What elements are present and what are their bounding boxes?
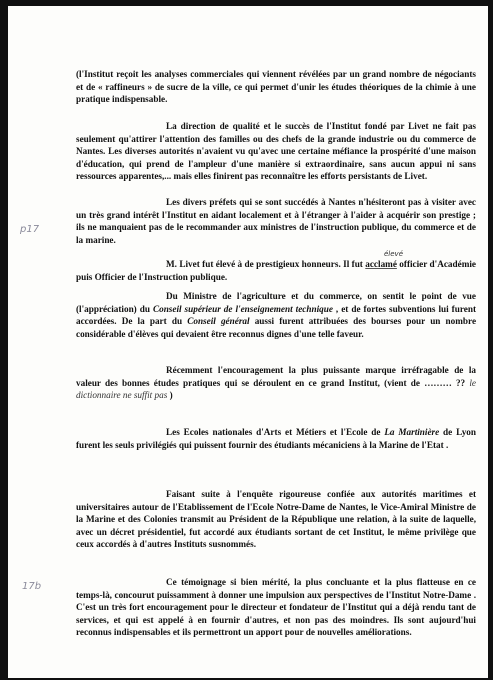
paragraph-8: Faisant suite à l'enquête rigoureuse confiée aux autorités maritimes et universitaires autour de l'Etablissement de l'Ecole Notre-Dame de Nantes, le Vice-Amiral Ministre de la Marine et des Colonies transmit au Président de la République une relation, à la suite de laquelle, avec un décret présidentiel, fut accordé aux étudiants sortant de cet Institut, le même privilège que ceux accordés à d'autres Instituts susnommés. (76, 489, 476, 550)
handwritten-correction: acclamé (365, 259, 397, 269)
paragraph-3: Les divers préfets qui se sont succédés à Nantes n'hésiteront pas à visiter avec un très grand intérêt l'Institut en aidant localement et à l'étranger à l'aider à acquérir son prestige ; ils ne manquaient pas de le recommander aux ministres de l'instruction publique, du commerce et de la marine. (76, 197, 476, 245)
paragraph-2: La direction de qualité et le succès de l'Institut fondé par Livet ne fait pas seulement qu'attirer l'attention des familles ou des chefs de la grande industrie ou du commerce de Nantes. Les diverses autorités n'avaient vu qu'avec une certaine méfiance la prospérité d'une maison d'éducation, qui prend de l'ampleur d'une manière si extraordinaire, sans aucun appui ni sans ressources apparentes,... mais elles finirent pas reconnaître les efforts persistants de Livet. (76, 121, 476, 182)
paragraph-4: M. Livet fut élevé à de prestigieux honneurs. Il fut acclamé officier d'Académie puis Officier de l'Instruction publique. (76, 259, 477, 282)
paragraph-6: Récemment l'encouragement la plus puissante marque irréfragable de la valeur des bonnes études pratiques qui se déroulent en ce grand Institut, (vient de ……… ?? le dictionnaire ne suffit pas ) (76, 365, 476, 401)
paragraph-9: Ce témoignage si bien mérité, la plus concluante et la plus flatteuse en ce temps-là, concourut puissamment à donner une impulsion aux perspectives de l'Institut Notre-Dame . C'est un très fort encouragement pour le directeur et fondateur de l'Institut qui a déjà rendu tant de services, et qui est appelé à en fournir d'autres, et non pas des moindres. Ils sont aujourd'hui reconnus indispensables et ils permettront un apport pour de nouvelles améliorations. (76, 577, 476, 638)
inline-editor-note: le dictionnaire ne suffit pas (76, 377, 476, 401)
paragraph-5: Du Ministre de l'agriculture et du commerce, on sentit le point de vue (l'appréciation) du Conseil supérieur de l'enseignement technique , et de fortes subventions lui furent accordées. De la part du Conseil général aussi furent attribuées des bourses pour un nombre considérable d'élèves qui devaient être reconnus dignes d'une telle faveur. (76, 291, 477, 339)
paragraph-7: Les Ecoles nationales d'Arts et Métiers et l'Ecole de La Martinière de Lyon furent les seuls privilégiés qui puissent fournir des étudiants mécaniciens à la Marine de l'Etat . (76, 427, 476, 450)
margin-note-17b: 17b (22, 581, 42, 592)
handwritten-insert-eleve: élevé (384, 250, 404, 258)
document-page (8, 6, 488, 678)
margin-note-p17: p17 (20, 224, 40, 235)
paragraph-1: (l'Institut reçoit les analyses commerciales qui viennent révélées par un grand nombre de négociants et de « raffineurs » de sucre de la ville, ce qui permet d'unir les études théoriques de la chimie à une pratique indispensable. (76, 69, 476, 105)
